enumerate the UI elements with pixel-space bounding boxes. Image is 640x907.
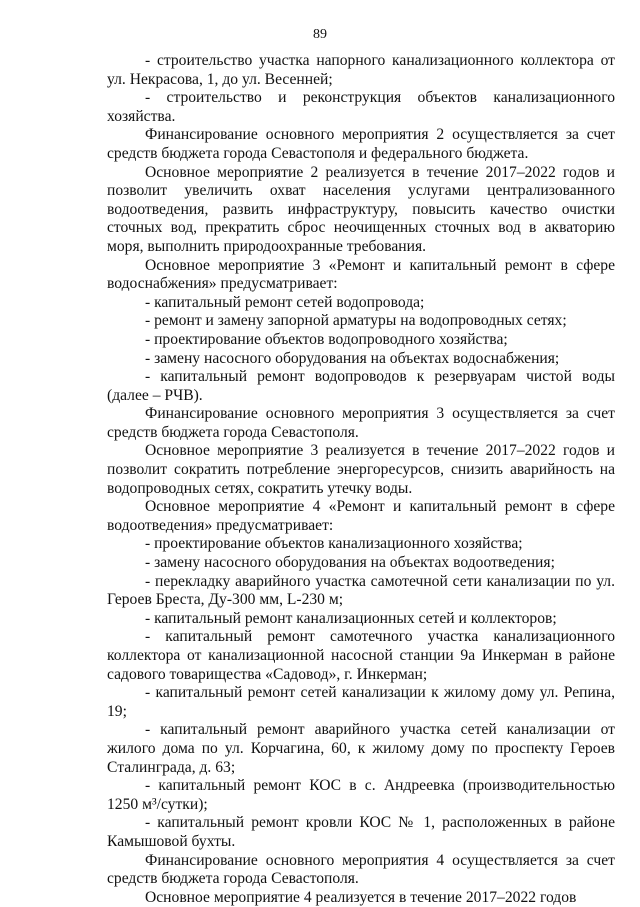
paragraph: - строительство и реконструкция объектов канализационного хозяйства.	[107, 89, 615, 125]
list-item: - капитальный ремонт сетей водопровода;	[145, 293, 425, 311]
paragraph: Основное мероприятие 3 реализуется в течение 2017–2022 годов и позволит сократить потребление энергоресурсов, снизить аварийность на водопроводных сетях, сократить утечку воды.	[107, 442, 615, 497]
document-body	[107, 52, 615, 907]
list-item: - капитальный ремонт КОС в с. Андреевка (производительностью 1250 м³/сутки);	[107, 777, 615, 813]
paragraph: Финансирование основного мероприятия 2 осуществляется за счет средств бюджета города Севастополя и федерального бюджета.	[107, 126, 615, 162]
list-item: - замену насосного оборудования на объектах водоснабжения;	[145, 349, 560, 367]
paragraph: Основное мероприятие 4 реализуется в течение 2017–2022 годов	[145, 888, 577, 906]
list-item: - замену насосного оборудования на объектах водоотведения;	[145, 554, 555, 572]
page-number: 89	[313, 27, 327, 42]
list-item: - капитальный ремонт сетей канализации к жилому дому ул. Репина, 19;	[107, 684, 615, 720]
paragraph: Финансирование основного мероприятия 3 осуществляется за счет средств бюджета города Севастополя.	[107, 405, 615, 441]
list-item: - капитальный ремонт кровли КОС № 1, расположенных в районе Камышовой бухты.	[107, 814, 615, 850]
list-item: - капитальный ремонт аварийного участка сетей канализации от жилого дома по ул. Корчагина, 60, к жилому дому по проспекту Героев Сталинграда, д. 63;	[107, 721, 615, 776]
paragraph: - строительство участка напорного канализационного коллектора от ул. Некрасова, 1, до ул. Весенней;	[107, 52, 615, 88]
paragraph: Основное мероприятие 3 «Ремонт и капитальный ремонт в сфере водоснабжения» предусматривает:	[107, 256, 615, 293]
list-item: - ремонт и замену запорной арматуры на водопроводных сетях;	[145, 312, 567, 330]
paragraph: Основное мероприятие 2 реализуется в течение 2017–2022 годов и позволит увеличить охват населения услугами централизованного водоотведения, развить инфраструктуру, повысить качество очистки сточных вод, прекратить сброс неочищенных сточных вод в акваторию моря, выполнить природоохранные требования.	[107, 163, 615, 255]
paragraph: Основное мероприятие 4 «Ремонт и капитальный ремонт в сфере водоотведения» предусматривает:	[107, 498, 615, 534]
paragraph: Финансирование основного мероприятия 4 осуществляется за счет средств бюджета города Севастополя.	[107, 851, 615, 888]
list-item: - капитальный ремонт канализационных сетей и коллекторов;	[145, 609, 557, 627]
list-item: - проектирование объектов канализационного хозяйства;	[145, 535, 523, 553]
list-item: - капитальный ремонт водопроводов к резервуарам чистой воды (далее – РЧВ).	[107, 368, 615, 404]
list-item: - перекладку аварийного участка самотечной сети канализации по ул. Героев Бреста, Ду-300 мм, L-230 м;	[107, 572, 615, 609]
list-item: - проектирование объектов водопроводного хозяйства;	[145, 330, 508, 348]
list-item: - капитальный ремонт самотечного участка канализационного коллектора от канализационной насосной станции 9а Инкерман в районе садового товарищества «Садовод», г. Инкерман;	[107, 628, 615, 683]
